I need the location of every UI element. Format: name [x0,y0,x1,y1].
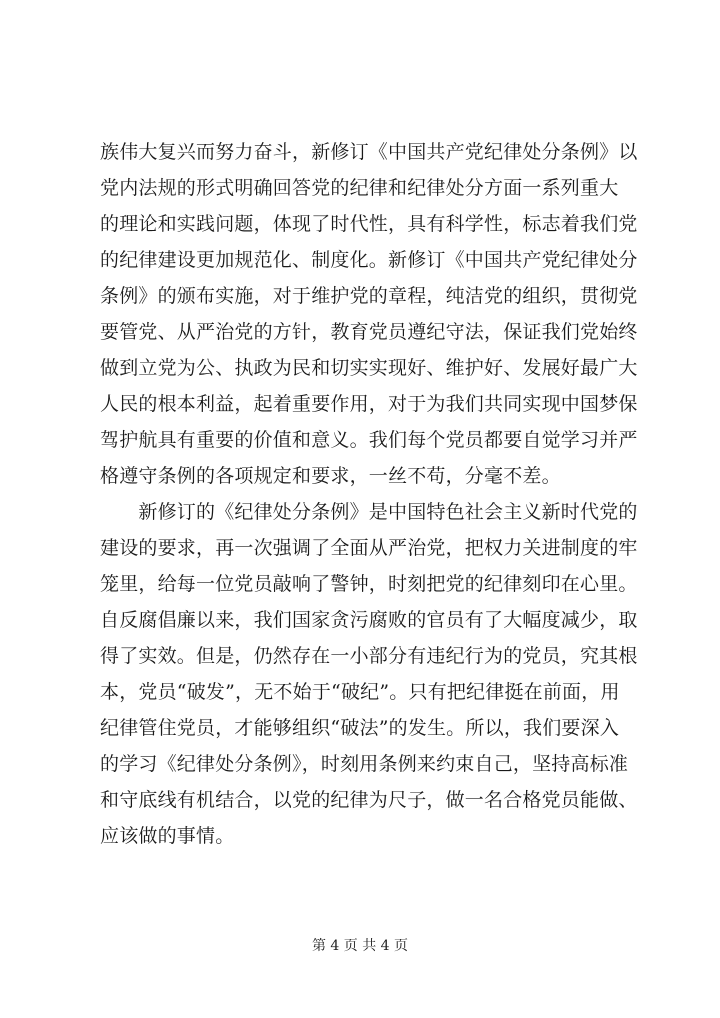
text-line: 格遵守条例的各项规定和要求，一丝不苟，分毫不差。 [100,465,561,487]
text-line: 的纪律建设更加规范化、制度化。新修订《中国共产党纪律处分 [100,249,638,271]
text-line: 条例》的颁布实施，对于维护党的章程，纯洁党的组织，贯彻党 [100,285,638,307]
text-line: 自反腐倡廉以来，我们国家贪污腐败的官员有了大幅度减少，取 [100,609,638,631]
text-line: 要管党、从严治党的方针，教育党员遵纪守法，保证我们党始终 [100,321,638,343]
text-line: 得了实效。但是，仍然存在一小部分有违纪行为的党员，究其根 [100,645,638,667]
text-line: 和守底线有机结合，以党的纪律为尺子，做一名合格党员能做、 [100,789,638,811]
text-line: 笼里，给每一位党员敲响了警钟，时刻把党的纪律刻印在心里。 [100,573,638,595]
text-line: 驾护航具有重要的价值和意义。我们每个党员都要自觉学习并严 [100,429,638,451]
text-line: 族伟大复兴而努力奋斗，新修订《中国共产党纪律处分条例》以 [100,141,638,163]
text-line: 本，党员“破发”，无不始于“破纪”。只有把纪律挺在前面，用 [100,681,620,703]
text-line: 的学习《纪律处分条例》，时刻用条例来约束自己，坚持高标准 [100,753,629,775]
text-line: 人民的根本利益，起着重要作用，对于为我们共同实现中国梦保 [100,393,638,415]
text-line: 纪律管住党员，才能够组织“破法”的发生。所以，我们要深入 [100,717,620,739]
text-line: 的理论和实践问题，体现了时代性，具有科学性，标志着我们党 [100,213,638,235]
text-line: 党内法规的形式明确回答党的纪律和纪律处分方面一系列重大 [100,177,619,199]
text-line: 做到立党为公、执政为民和切实实现好、维护好、发展好最广大 [100,357,638,379]
page-number: 第 4 页 共 4 页 [311,938,409,954]
text-line: 建设的要求，再一次强调了全面从严治党，把权力关进制度的牢 [100,537,638,559]
body-text [100,134,640,854]
text-line: 应该做的事情。 [100,825,235,847]
page-footer [0,936,720,956]
text-line: 新修订的《纪律处分条例》是中国特色社会主义新时代党的 [100,501,638,523]
